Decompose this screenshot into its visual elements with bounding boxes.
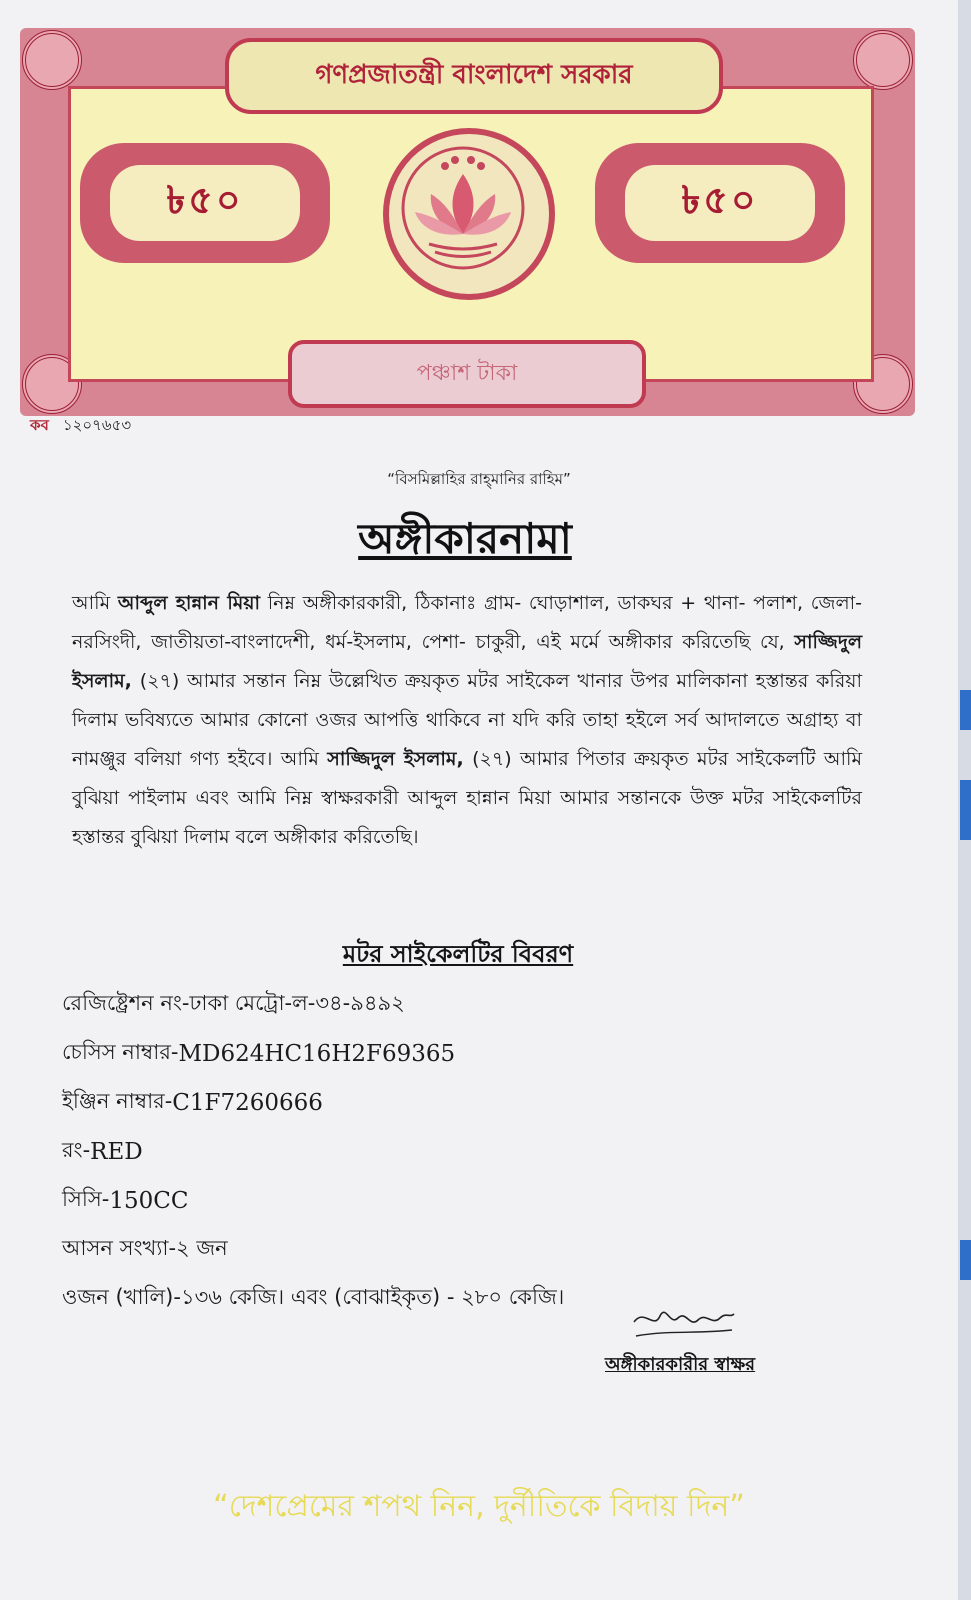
detail-row-cc [62, 1176, 564, 1225]
declarant-name: আব্দুল হান্নান মিয়া [117, 592, 261, 614]
detail-label: রং- [62, 1138, 91, 1162]
ornament-corner-icon [853, 30, 913, 90]
paragraph-text-3: (২৭) আমার সন্তান নিম্ন উল্লেখিত ক্রয়কৃত মটর সাইকেল খানার উপর মালিকানা হস্তান্তর করিয়া দিলাম ভবিষ্যতে আমার কোনো ওজর আপত্তি থাকিবে না যদি করি তাহা হইলে সর্ব আদালতে অগ্রাহ্য বা নামঞ্জুর বলিয়া গণ্য হইবে। আমি [72, 670, 862, 770]
detail-label: রেজিষ্ট্রেশন নং- [62, 991, 190, 1015]
handwritten-signature [628, 1300, 738, 1346]
background-object [960, 690, 971, 730]
document-title: অঙ্গীকারনামা [358, 514, 572, 563]
detail-value: ২ জন [176, 1236, 228, 1260]
detail-value: MD624HC16H2F69365 [178, 1040, 456, 1067]
serial-number [30, 414, 131, 439]
stamp-value-left-text: ৳৫০ [110, 165, 300, 241]
ornament-corner-icon [22, 30, 82, 90]
background-object [960, 780, 971, 840]
detail-row-color [62, 1127, 564, 1176]
detail-label: আসন সংখ্যা- [62, 1236, 177, 1260]
detail-row-seats [62, 1225, 564, 1274]
detail-row-weight [62, 1274, 564, 1323]
detail-row-chassis [62, 1029, 564, 1078]
paragraph-text-1: আমি [72, 592, 118, 614]
detail-value: C1F7260666 [172, 1089, 323, 1116]
stamp-motto: “দেশপ্রেমের শপথ নিন, দুর্নীতিকে বিদায় দিন” [213, 1489, 745, 1524]
stamp-government-title: গণপ্রজাতন্ত্রী বাংলাদেশ সরকার [225, 38, 723, 114]
detail-label: ওজন (খালি)- [62, 1285, 181, 1309]
national-emblem-icon [383, 128, 555, 300]
detail-label: চেসিস নাম্বার- [62, 1040, 179, 1064]
serial-value: ১২০৭৬৫৩ [62, 416, 132, 434]
detail-value: 150CC [109, 1187, 189, 1214]
opening-invocation: “বিসমিল্লাহির রাহ্‌মানির রাহিম” [387, 470, 571, 488]
detail-label: সিসি- [62, 1187, 110, 1211]
stamp-value-right-text: ৳৫০ [625, 165, 815, 241]
detail-label: ইঞ্জিন নাম্বার- [62, 1089, 173, 1113]
recipient-name: সাজ্জিদুল ইসলাম, [72, 631, 862, 692]
detail-value: ১৩৬ কেজি। এবং (বোঝাইকৃত) - ২৮০ কেজি। [180, 1285, 565, 1309]
stamp-value-words: পঞ্চাশ টাকা [288, 340, 646, 408]
vehicle-details-heading: মটর সাইকেলটির বিবরণ [342, 940, 574, 968]
stamp-value-right [595, 143, 845, 263]
recipient-name-repeat: সাজ্জিদুল ইসলাম, [327, 748, 464, 770]
affidavit-paragraph [72, 584, 862, 857]
paragraph-text-2: নিম্ন অঙ্গীকারকারী, ঠিকানাঃ গ্রাম- ঘোড়াশাল, ডাকঘর + থানা- পলাশ, জেলা-নরসিংদী, জাতীয়তা-বাংলাদেশী, ধর্ম-ইসলাম, পেশা- চাকুরী, এই মর্মে অঙ্গীকার করিতেছি যে, [72, 592, 862, 653]
detail-value: ঢাকা মেট্রো-ল-৩৪-৯৪৯২ [189, 991, 405, 1015]
signature-label: অঙ্গীকারকারীর স্বাক্ষর [605, 1354, 756, 1375]
background-object [960, 1240, 971, 1280]
detail-value: RED [90, 1138, 143, 1165]
serial-label: কব [30, 416, 49, 434]
stamp-value-left [80, 143, 330, 263]
paragraph-text-4: (২৭) আমার পিতার ক্রয়কৃত মটর সাইকেলটি আমি বুঝিয়া পাইলাম এবং আমি নিম্ন স্বাক্ষরকারী আব্দুল হান্নান মিয়া আমার সন্তানকে উক্ত মটর সাইকেলটির হস্তান্তর বুঝিয়া দিলাম বলে অঙ্গীকার করিতেছি। [72, 748, 863, 848]
detail-row-registration [62, 980, 564, 1029]
revenue-stamp [20, 28, 915, 416]
detail-row-engine [62, 1078, 564, 1127]
vehicle-details-list [62, 980, 564, 1323]
